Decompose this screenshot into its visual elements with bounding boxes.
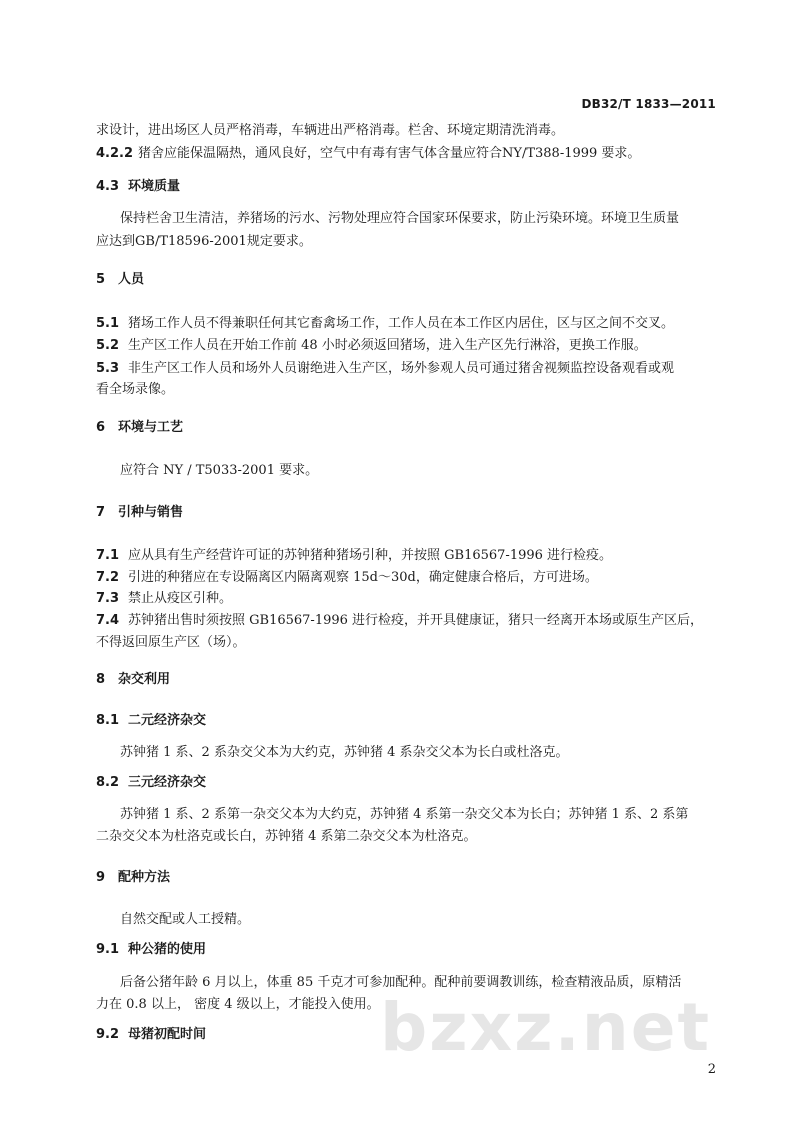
section-title: 人员 — [118, 272, 145, 287]
section-number: 9.2 — [96, 1027, 120, 1042]
clause-text: 猪舍应能保温隔热，通风良好，空气中有毒有害气体含量应符合NY/T388-1999 要求。 — [138, 146, 641, 161]
section-heading-9-1 — [96, 940, 736, 959]
paragraph-line: 后备公猪年龄 6 月以上，体重 85 千克才可参加配种。配种前要调教训练，检查精液品质，原精活 — [120, 975, 682, 990]
clause-7-3 — [96, 589, 736, 608]
clause-number: 7.3 — [96, 591, 120, 606]
section-title: 引种与销售 — [118, 505, 184, 520]
section-title: 杂交利用 — [118, 672, 171, 687]
clause-number: 5.1 — [96, 316, 120, 331]
section-heading-8-1 — [96, 711, 736, 730]
paragraph-line: 应符合 NY / T5033-2001 要求。 — [120, 463, 319, 478]
section-number: 8.2 — [96, 775, 120, 790]
clause-number: 5.3 — [96, 361, 120, 376]
clause-text: 生产区工作人员在开始工作前 48 小时必须返回猪场，进入生产区先行淋浴，更换工作服。 — [128, 338, 647, 353]
clause-number: 7.1 — [96, 548, 120, 563]
section-heading-8-2 — [96, 773, 736, 792]
section-heading-9 — [96, 868, 736, 887]
section-number: 9 — [96, 870, 106, 885]
clause-4-2-2 — [96, 144, 736, 163]
clause-text: 非生产区工作人员和场外人员谢绝进入生产区，场外参观人员可通过猪舍视频监控设备观看或观 — [128, 361, 675, 376]
watermark: bzxz.net — [380, 989, 712, 1066]
clause-number: 7.4 — [96, 613, 120, 628]
clause-number: 7.2 — [96, 570, 120, 585]
clause-text: 禁止从疫区引种。 — [128, 591, 233, 606]
clause-5-2 — [96, 336, 736, 355]
section-title: 种公猪的使用 — [128, 942, 207, 957]
paragraph-line: 二杂交父本为杜洛克或长白，苏钟猪 4 系第二杂交父本为杜洛克。 — [96, 829, 477, 844]
clause-7-4 — [96, 611, 736, 630]
paragraph-line: 应达到GB/T18596-2001规定要求。 — [96, 234, 312, 249]
paragraph-line: 自然交配或人工授精。 — [120, 912, 251, 927]
section-number: 7 — [96, 505, 106, 520]
clause-number: 5.2 — [96, 338, 120, 353]
section-title: 环境质量 — [128, 179, 181, 194]
section-title: 母猪初配时间 — [128, 1027, 207, 1042]
clause-text: 引进的种猪应在专设隔离区内隔离观察 15d～30d，确定健康合格后，方可进场。 — [128, 570, 598, 585]
clause-text: 苏钟猪出售时须按照 GB16567-1996 进行检疫，并开具健康证，猪只一经离开本场或原生产区后， — [128, 613, 704, 628]
paragraph-line: 苏钟猪 1 系、2 系第一杂交父本为大约克，苏钟猪 4 系第一杂交父本为长白；苏钟猪 1 系、2 系第 — [120, 807, 689, 822]
section-number: 9.1 — [96, 942, 120, 957]
clause-5-1 — [96, 314, 736, 333]
clause-text: 猪场工作人员不得兼职任何其它畜禽场工作，工作人员在本工作区内居住，区与区之间不交叉。 — [128, 316, 675, 331]
section-title: 三元经济杂交 — [128, 775, 207, 790]
paragraph-line: 求设计，进出场区人员严格消毒，车辆进出严格消毒。栏舍、环境定期清洗消毒。 — [96, 123, 565, 138]
section-heading-5 — [96, 270, 736, 289]
section-title: 配种方法 — [118, 870, 171, 885]
section-heading-7 — [96, 503, 736, 522]
clause-5-3 — [96, 359, 736, 378]
section-number: 5 — [96, 272, 106, 287]
section-heading-4-3 — [96, 177, 736, 196]
section-number: 4.3 — [96, 179, 120, 194]
section-title: 二元经济杂交 — [128, 713, 207, 728]
paragraph-line: 看全场录像。 — [96, 382, 175, 397]
page-number: 2 — [707, 1062, 716, 1077]
section-heading-8 — [96, 670, 736, 689]
paragraph-line: 保持栏舍卫生清洁，养猪场的污水、污物处理应符合国家环保要求，防止污染环境。环境卫生质量 — [120, 211, 680, 226]
section-title: 环境与工艺 — [118, 420, 184, 435]
section-number: 8 — [96, 672, 106, 687]
paragraph-line: 不得返回原生产区（场）。 — [96, 635, 246, 650]
paragraph-line: 力在 0.8 以上， 密度 4 级以上，才能投入使用。 — [96, 997, 380, 1012]
clause-number: 4.2.2 — [96, 146, 134, 161]
clause-text: 应从具有生产经营许可证的苏钟猪种猪场引种，并按照 GB16567-1996 进行检疫。 — [128, 548, 613, 563]
paragraph-line: 苏钟猪 1 系、2 系杂交父本为大约克，苏钟猪 4 系杂交父本为长白或杜洛克。 — [120, 745, 569, 760]
section-heading-6 — [96, 418, 736, 437]
clause-7-2 — [96, 568, 736, 587]
standard-code: DB32/T 1833—2011 — [581, 97, 716, 111]
section-number: 8.1 — [96, 713, 120, 728]
clause-7-1 — [96, 546, 736, 565]
section-number: 6 — [96, 420, 106, 435]
